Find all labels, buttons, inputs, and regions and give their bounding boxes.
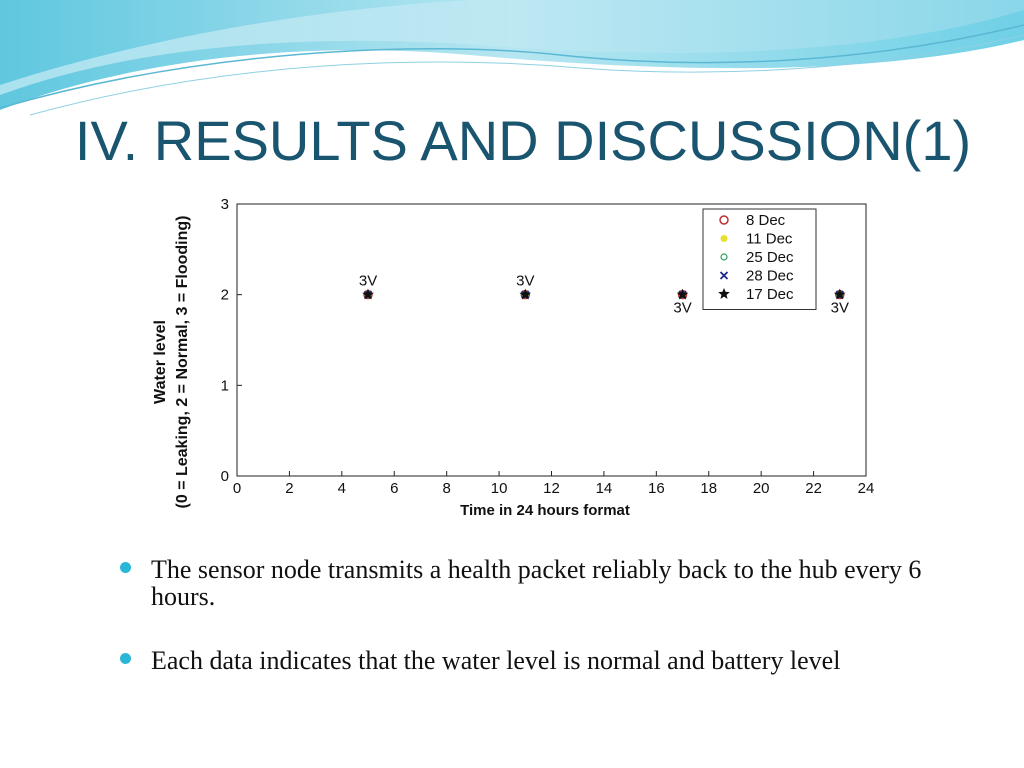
bullet-text: Each data indicates that the water level is normal and battery level xyxy=(151,646,841,675)
bullet-list xyxy=(118,556,938,711)
data-annotation: 3V xyxy=(830,299,849,317)
x-tick-label: 8 xyxy=(442,480,451,497)
y-tick-label: 2 xyxy=(220,286,229,304)
y-axis-label-line2: (0 = Leaking, 2 = Normal, 3 = Flooding) xyxy=(174,215,191,509)
x-tick-label: 4 xyxy=(337,480,347,497)
bullet-icon xyxy=(120,653,131,664)
bullet-item xyxy=(118,647,938,674)
x-tick-label: 10 xyxy=(490,480,508,497)
legend-label: 11 Dec xyxy=(746,230,793,248)
legend-marker xyxy=(721,235,728,242)
bullet-icon xyxy=(120,562,131,573)
legend-label: 8 Dec xyxy=(746,212,786,229)
x-tick-label: 2 xyxy=(285,480,294,497)
y-tick-label: 3 xyxy=(220,196,229,213)
x-tick-label: 18 xyxy=(700,480,718,497)
bullet-text: The sensor node transmits a health packet reliably back to the hub every 6 hours. xyxy=(151,555,922,611)
y-tick-label: 1 xyxy=(220,377,229,395)
x-tick-label: 16 xyxy=(647,480,665,497)
slide-title: IV. RESULTS AND DISCUSSION(1) xyxy=(74,109,972,172)
data-annotation: 3V xyxy=(673,299,692,317)
x-tick-label: 22 xyxy=(805,480,822,497)
legend-label: 17 Dec xyxy=(746,286,794,303)
x-tick-label: 12 xyxy=(543,480,560,497)
x-tick-label: 24 xyxy=(857,480,875,497)
y-axis-label-line1: Water level xyxy=(152,320,169,404)
chart-svg xyxy=(148,190,878,520)
data-annotation: 3V xyxy=(516,272,535,290)
x-tick-label: 14 xyxy=(595,480,613,497)
x-tick-label: 0 xyxy=(232,480,242,497)
data-annotation: 3V xyxy=(358,272,378,290)
legend-label: 25 Dec xyxy=(746,249,794,266)
chart xyxy=(148,190,878,520)
bullet-item xyxy=(118,556,938,610)
x-tick-label: 20 xyxy=(752,480,770,497)
legend-label: 28 Dec xyxy=(746,267,794,285)
y-tick-label: 0 xyxy=(220,468,229,485)
x-axis-label: Time in 24 hours format xyxy=(460,502,630,519)
x-tick-label: 6 xyxy=(390,480,399,497)
